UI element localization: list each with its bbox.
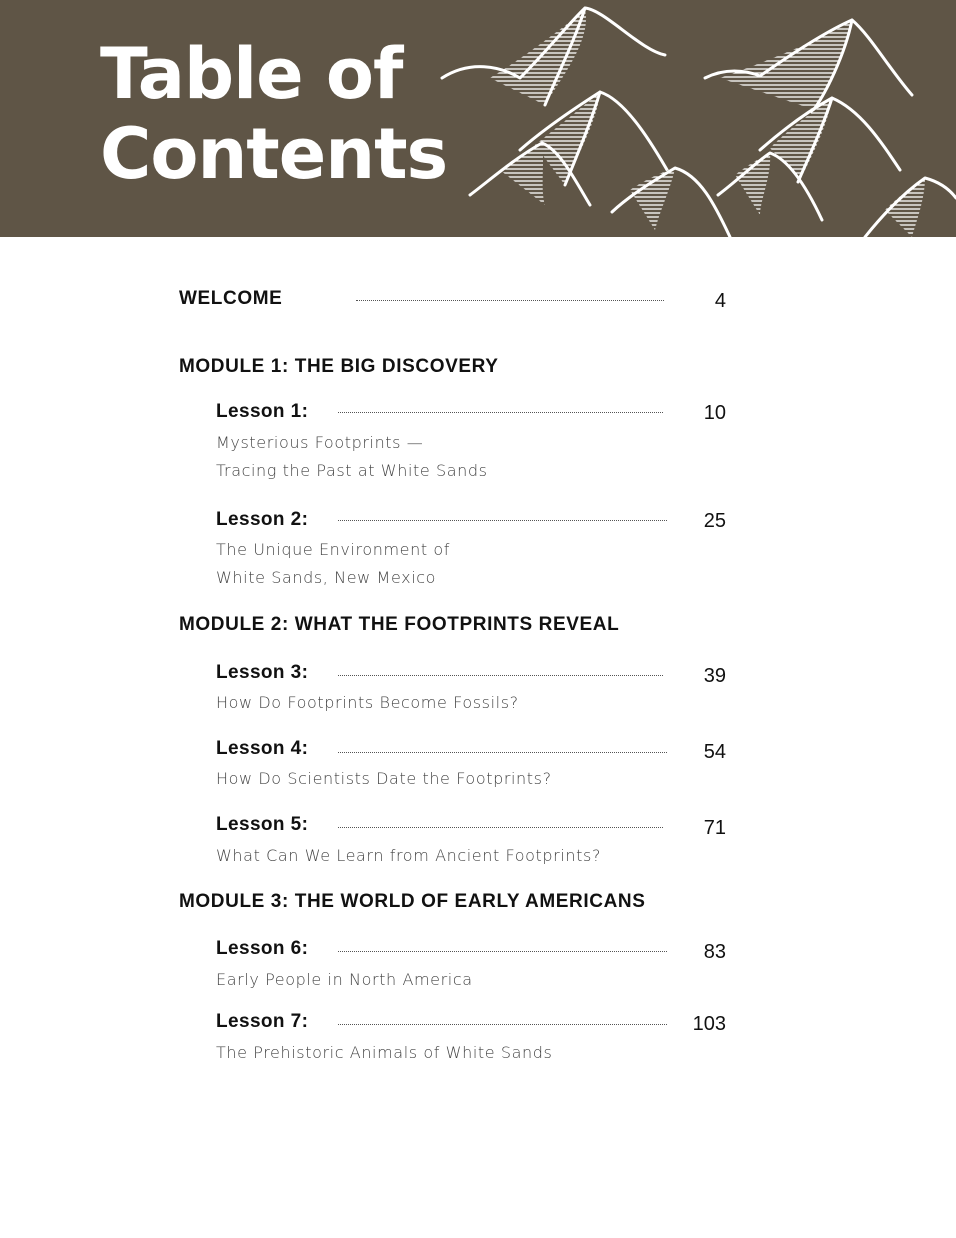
- lesson-description: [216, 765, 552, 793]
- module-heading[interactable]: MODULE 3: THE WORLD OF EARLY AMERICANS: [179, 891, 646, 912]
- welcome-entry[interactable]: WELCOME: [179, 288, 283, 309]
- lesson-description-line: White Sands, New Mexico: [216, 568, 437, 587]
- page-title-line-2: Contents: [100, 113, 448, 195]
- page-number: 83: [703, 941, 726, 963]
- leader-dots: [338, 412, 663, 413]
- lesson-label[interactable]: Lesson 7:: [216, 1011, 309, 1032]
- lesson-description-line: The Prehistoric Animals of White Sands: [216, 1043, 553, 1062]
- lesson-description-line: The Unique Environment of: [216, 540, 451, 559]
- page-number: 39: [703, 665, 726, 687]
- module-heading[interactable]: MODULE 2: WHAT THE FOOTPRINTS REVEAL: [179, 614, 620, 635]
- leader-dots: [338, 752, 667, 753]
- lesson-label[interactable]: Lesson 5:: [216, 814, 309, 835]
- module-heading[interactable]: MODULE 1: THE BIG DISCOVERY: [179, 356, 499, 377]
- leader-dots: [338, 1024, 667, 1025]
- lesson-description-line: Mysterious Footprints —: [216, 433, 424, 452]
- page-number: 4: [714, 290, 726, 312]
- lesson-description: [216, 689, 519, 717]
- lesson-label[interactable]: Lesson 1:: [216, 401, 309, 422]
- page-number: 54: [703, 741, 726, 763]
- page-title-line-1: Table of: [100, 33, 403, 115]
- page-number: 103: [692, 1013, 726, 1035]
- leader-dots: [338, 951, 667, 952]
- page-number: 71: [703, 817, 726, 839]
- leader-dots: [338, 827, 663, 828]
- lesson-description: [216, 842, 601, 870]
- page-number: 10: [703, 402, 726, 424]
- lesson-description: [216, 536, 450, 592]
- lesson-description: [216, 966, 473, 994]
- lesson-description: [216, 429, 488, 485]
- lesson-description-line: Tracing the Past at White Sands: [216, 461, 488, 480]
- lesson-label[interactable]: Lesson 3:: [216, 662, 309, 683]
- lesson-description: [216, 1039, 552, 1067]
- lesson-description-line: How Do Scientists Date the Footprints?: [216, 769, 552, 788]
- leader-dots: [338, 675, 663, 676]
- lesson-description-line: How Do Footprints Become Fossils?: [216, 693, 519, 712]
- lesson-label[interactable]: Lesson 2:: [216, 509, 309, 530]
- leader-dots: [356, 300, 664, 301]
- lesson-description-line: Early People in North America: [216, 970, 473, 989]
- lesson-label[interactable]: Lesson 4:: [216, 738, 309, 759]
- lesson-description-line: What Can We Learn from Ancient Footprints?: [216, 846, 602, 865]
- lesson-label[interactable]: Lesson 6:: [216, 938, 309, 959]
- leader-dots: [338, 520, 667, 521]
- page-number: 25: [703, 510, 726, 532]
